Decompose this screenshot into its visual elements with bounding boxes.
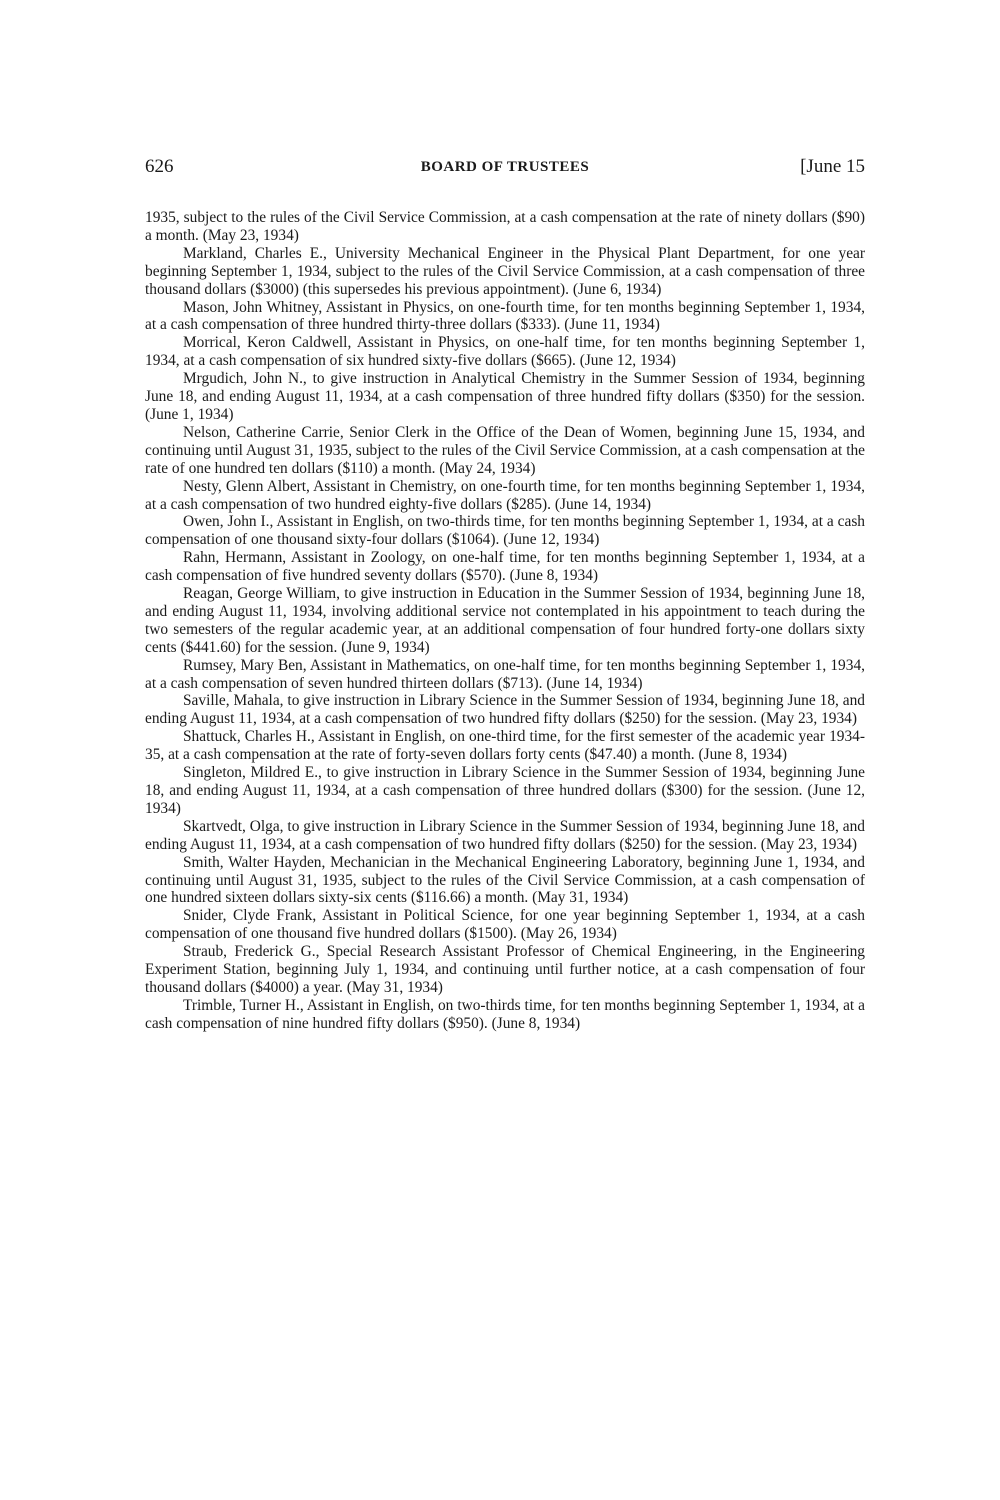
- entry-owen: Owen, John I., Assistant in English, on two-thirds time, for ten months beginning September 1, 1934, at a cash compensation of one thousand sixty-four dollars ($1064). (June 12, 1934): [145, 513, 865, 549]
- appointments-text: [145, 209, 865, 1033]
- entry-trimble: Trimble, Turner H., Assistant in English, on two-thirds time, for ten months beginning September 1, 1934, at a cash compensation of nine hundred fifty dollars ($950). (June 8, 1934): [145, 996, 865, 1032]
- entry-mason: Mason, John Whitney, Assistant in Physics, on one-fourth time, for ten months beginning September 1, 1934, at a cash compensation of three hundred thirty-three dollars ($333). (June 11, 1934): [145, 298, 865, 334]
- entry-straub: Straub, Frederick G., Special Research Assistant Professor of Chemical Engineering, in the Engineering Experiment Station, beginning July 1, 1934, and continuing until further notice, at a cash compensation of four thousand dollars ($4000) a year. (May 31, 1934): [145, 943, 865, 996]
- entry-shattuck: Shattuck, Charles H., Assistant in English, on one-third time, for the first semester of the academic year 1934-35, at a cash compensation at the rate of forty-seven dollars forty cents ($47.40) a month. (June 8, 1934): [145, 728, 865, 764]
- running-date: [June 15: [800, 156, 865, 177]
- entry-rumsey: Rumsey, Mary Ben, Assistant in Mathematics, on one-half time, for ten months beginning September 1, 1934, at a cash compensation of seven hundred thirteen dollars ($713). (June 14, 1934): [145, 656, 865, 692]
- entry-skartvedt: Skartvedt, Olga, to give instruction in Library Science in the Summer Session of 1934, beginning June 18, and ending August 11, 1934, at a cash compensation of two hundred fifty dollars ($250) for the session. (May 23, 1934): [145, 817, 865, 853]
- entry-singleton: Singleton, Mildred E., to give instruction in Library Science in the Summer Session of 1934, beginning June 18, and ending August 11, 1934, at a cash compensation of three hundred dollars ($300) for the session. (June 12, 1934): [145, 764, 865, 817]
- running-title: BOARD OF TRUSTEES: [420, 159, 590, 175]
- entry-mrgudich: Mrgudich, John N., to give instruction in Analytical Chemistry in the Summer Session of 1934, beginning June 18, and ending August 11, 1934, at a cash compensation of three hundred fifty dollars ($350) for the session. (June 1, 1934): [145, 370, 865, 423]
- page-number: 626: [145, 156, 174, 177]
- entry-smith: Smith, Walter Hayden, Mechanician in the Mechanical Engineering Laboratory, beginning June 1, 1934, and continuing until August 31, 1935, subject to the rules of the Civil Service Commission, at a cash compensation of one hundred sixteen dollars sixty-six cents ($116.66) a month. (May 31, 1934): [145, 853, 865, 907]
- entry-markland: Markland, Charles E., University Mechanical Engineer in the Physical Plant Department, for one year beginning September 1, 1934, subject to the rules of the Civil Service Commission, at a cash compensation of three thousand dollars ($3000) (this supersedes his previous appointment). (June 6, 1934): [145, 244, 865, 298]
- entry-nesty: Nesty, Glenn Albert, Assistant in Chemistry, on one-fourth time, for ten months beginning September 1, 1934, at a cash compensation of two hundred eighty-five dollars ($285). (June 14, 1934): [145, 477, 865, 513]
- document-page: [145, 155, 865, 1033]
- entry-saville: Saville, Mahala, to give instruction in Library Science in the Summer Session of 1934, beginning June 18, and ending August 11, 1934, at a cash compensation of two hundred fifty dollars ($250) for the session. (May 23, 1934): [145, 692, 865, 728]
- paragraph-continuation: 1935, subject to the rules of the Civil Service Commission, at a cash compensation at the rate of ninety dollars ($90) a month. (May 23, 1934): [145, 209, 865, 244]
- running-head: [145, 155, 865, 185]
- entry-snider: Snider, Clyde Frank, Assistant in Political Science, for one year beginning September 1, 1934, at a cash compensation of one thousand five hundred dollars ($1500). (May 26, 1934): [145, 907, 865, 943]
- entry-rahn: Rahn, Hermann, Assistant in Zoology, on one-half time, for ten months beginning September 1, 1934, at a cash compensation of five hundred seventy dollars ($570). (June 8, 1934): [145, 549, 865, 585]
- entry-reagan: Reagan, George William, to give instruction in Education in the Summer Session of 1934, beginning June 18, and ending August 11, 1934, involving additional service not contemplated in his appointment to teach during the two semesters of the regular academic year, at an additional compensation of four hundred forty-one dollars sixty cents ($441.60) for the session. (June 9, 1934): [145, 585, 865, 656]
- entry-nelson: Nelson, Catherine Carrie, Senior Clerk in the Office of the Dean of Women, beginning June 15, 1934, and continuing until August 31, 1935, subject to the rules of the Civil Service Commission, at a cash compensation at the rate of one hundred ten dollars ($110) a month. (May 24, 1934): [145, 423, 865, 477]
- entry-morrical: Morrical, Keron Caldwell, Assistant in Physics, on one-half time, for ten months beginning September 1, 1934, at a cash compensation of six hundred sixty-five dollars ($665). (June 12, 1934): [145, 334, 865, 370]
